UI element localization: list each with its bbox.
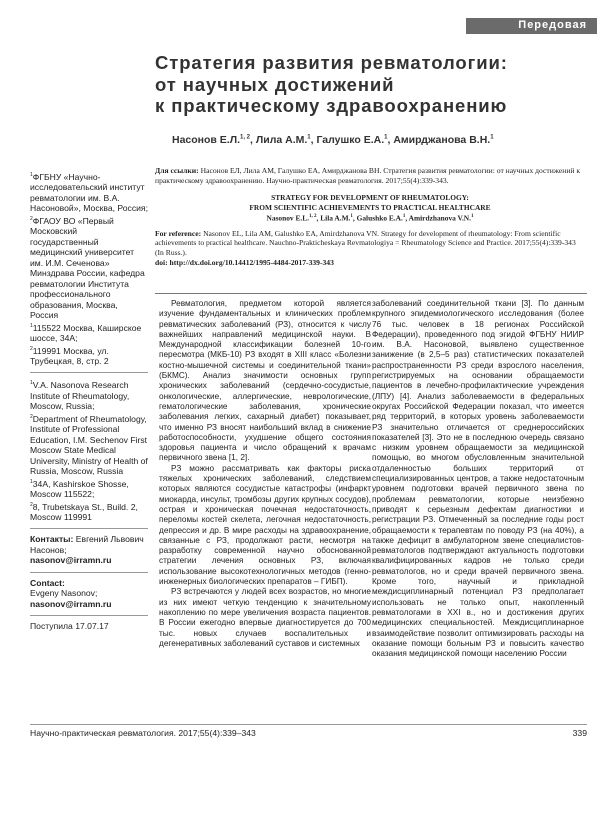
ru-ref-label: Для ссылки:: [155, 166, 199, 175]
en-author: Amirdzhanova V.N.: [408, 213, 471, 223]
ru-ref-text: Насонов ЕЛ, Лила АМ, Галушко ЕА, Амирджанова ВН. Стратегия развития ревматологии: от научных достижений к практическому здравоохранению. Научно-практическая ревматология. 2017;55(4):339-343.: [155, 166, 581, 185]
sidebar: [30, 170, 148, 632]
ru-address-2: 119991 Москва, ул. Трубецкая, 8, стр. 2: [30, 345, 109, 366]
author-affil: 1: [490, 134, 494, 141]
en-reference: [155, 229, 585, 258]
author-name: Галушко Е.А.: [316, 134, 385, 146]
title-line-1: Стратегия развития ревматологии:: [155, 52, 508, 73]
doi-link[interactable]: doi: http://dx.doi.org/10.14412/1995-4484-2017-339-343: [155, 257, 334, 267]
paragraph: РЗ можно рассматривать как факторы риска тяжелых хронических заболеваний, следствием которых являются сосудистые катастрофы (инфаркт миокарда, инсульт, тромбозы других крупных сосудов), острая и хроническая почечная недостаточность, переломы костей скелета, легочная недостаточность, депрессия и др. В мире расходы на здравоохранение, связанные с РЗ, продолжают расти, несмотря на разработку современной научно обоснованной стратегии лечения основных РЗ, включая использование высокотехнологичных методов (генно-инженерных биологических препаратов – ГИБП).: [159, 463, 371, 587]
en-title-line-2: FROM SCIENTIFIC ACHIEVEMENTS TO PRACTICAL HEALTHCARE: [249, 202, 491, 212]
ru-contacts: [30, 534, 148, 566]
ru-address-1: 115522 Москва, Каширское шоссе, 34А;: [30, 322, 142, 344]
en-contact: [30, 578, 148, 610]
divider: [30, 572, 148, 573]
divider: [30, 372, 148, 373]
doi[interactable]: [155, 258, 585, 268]
author-affil: 1, 2: [240, 134, 251, 141]
en-address-1: 34A, Kashirskoe Shosse, Moscow 115522;: [30, 478, 129, 500]
footer-divider: [30, 724, 587, 725]
en-author-sup: 1: [402, 214, 406, 219]
section-label: Передовая: [518, 19, 587, 31]
title-line-3: к практическому здравоохранению: [155, 95, 508, 116]
en-authors: Nasonov E.L.$^{1, 2}$, Lila A.M.$^1$, Galushko E.A.$^1$, Amirdzhanova V.N.$^1$: [266, 213, 474, 223]
en-address-2: 8, Trubetskaya St., Build. 2, Moscow 119991: [30, 501, 138, 522]
paragraph: РЗ встречаются у людей всех возрастов, но многие из них имеют четкую тенденцию к значительному накоплению по мере увеличения возраста пациентов. В России ежегодно впервые диагностируется до 700 тыс. новых случаев воспалительных и дегенеративных заболеваний суставов и системных: [159, 587, 371, 648]
affil-sup: 1: [30, 322, 33, 329]
en-author-sup: 1: [470, 214, 474, 219]
contact-label: Contact:: [30, 577, 65, 588]
en-ref-text: Nasonov EL, Lila AM, Galushko EA, Amirdzhanova VN. Strategy for development of rheumatology: From scientific achievements to practical healthcare. Nauchno-Prakticheskaya Revmatologiya = Rheumatology Science and Practice. 2017;55(4):339-343 (In Russ.).: [155, 228, 576, 258]
author-affil: 1: [307, 134, 311, 141]
ru-affiliations: [30, 170, 148, 366]
affil-sup: 2: [30, 345, 33, 352]
en-author: Nasonov E.L.: [266, 213, 310, 223]
en-ref-label: For reference:: [155, 228, 202, 238]
affil-sup: 2: [30, 215, 33, 222]
en-author: Galushko E.A.: [356, 213, 403, 223]
en-affiliation-2: Department of Rheumatology, Institute of Professional Education, I.M. Sechenov First Moscow State Medical University, Ministry of Health of Russia, Moscow, Russia: [30, 413, 148, 477]
contacts-name: Евгений Львович Насонов;: [30, 534, 144, 555]
en-author-sup: 1, 2: [309, 214, 317, 219]
ru-affiliation-1: ФГБНУ «Научно-исследовательский институт ревматологии им. В.А. Насоновой», Москва, Россия;: [30, 171, 148, 214]
affil-sup: 2: [30, 501, 33, 508]
section-banner: [466, 18, 597, 34]
contact-name: Evgeny Nasonov;: [30, 588, 98, 599]
title-line-2: от научных достижений: [155, 73, 395, 95]
page-number: 339: [572, 728, 587, 738]
divider: [30, 528, 148, 529]
contacts-email[interactable]: nasonov@irramn.ru: [30, 555, 112, 566]
paragraph: Ревматология, предметом которой является изучение фундаментальных и клинических проблем ревматических заболеваний (РЗ), относится к числу важнейших направлений медицинской науки. В Международной классификации болезней 10-го пересмотра (МКБ-10) РЗ входят в XIII класс «Болезни костно-мышечной системы и соединительной ткани» (БКМС). Анализ значимости основных групп хронических заболеваний (сердечно-сосудистые, онкологические, аллергические, неврологические, гематологические заболевания, хронические заболевания легких, сахарный диабет) показывает, что именно РЗ вносят наибольший вклад в снижение работоспособности, ухудшение общего состояния здоровья пациента и число обращений к врачам первичного звена [1, 2].: [159, 299, 371, 463]
body-column-2: [372, 299, 584, 659]
author-name: Амирджанова В.Н.: [393, 134, 491, 146]
article-title: [155, 52, 575, 117]
en-title-line-1: STRATEGY FOR DEVELOPMENT OF RHEUMATOLOGY:: [271, 193, 469, 203]
body-column-1: [159, 299, 371, 649]
author-name: Насонов Е.Л.: [172, 134, 241, 146]
ru-affiliation-2: ФГАОУ ВО «Первый Московский государственный медицинский университет им. И.М. Сеченова» Минздрава России, кафедра ревматологии Института профессионального образования, Москва, Россия: [30, 215, 145, 321]
en-affiliation-1: V.A. Nasonova Research Institute of Rheumatology, Moscow, Russia;: [30, 380, 130, 412]
author-name: Лила А.М.: [255, 134, 308, 146]
ru-reference: [155, 166, 585, 185]
affil-sup: 2: [30, 413, 33, 420]
reference-block: [155, 166, 585, 267]
en-author-sup: 1: [350, 214, 353, 219]
affil-sup: 1: [30, 380, 33, 387]
affil-sup: 1: [30, 172, 33, 178]
affil-sup: 1: [30, 478, 33, 485]
divider: [30, 615, 148, 616]
contacts-label: Контакты:: [30, 534, 74, 545]
en-author: Lila A.M.: [320, 213, 351, 223]
received-date: Поступила 17.07.17: [30, 621, 109, 632]
journal-footer: Научно-практическая ревматология. 2017;55(4):339–343: [30, 728, 256, 738]
authors-line: Насонов Е.Л.$^{1, 2}$, Лила А.М.$^1$, Галушко Е.А.$^1$, Амирджанова В.Н.$^1$: [172, 134, 494, 146]
divider: [155, 293, 587, 294]
contact-email[interactable]: nasonov@irramn.ru: [30, 598, 112, 609]
paragraph: заболеваний соединительной ткани [3]. По данным крупного эпидемиологического исследования (более 76 тыс. человек в 18 регионах Российской Федерации), проведенного под эгидой ФГБНУ НИИР им. В.А. Насоновой, выявлено существенное занижение (в 2,5–5 раз) статистических показателей распространенности РЗ среди взрослого населения, регистрируемых на основании обращаемости пациентов в лечебно-профилактические учреждения (ЛПУ) [4]. Анализ заболеваемости в федеральных округах Российской Федерации показал, что имеется ряд территорий, в которых уровень заболеваемости РЗ значительно отличается от среднероссийских показателей [3]. Это не в последнюю очередь связано с низким уровнем обращаемости за медицинской помощью, во многом обусловленным значительной отдаленностью больших территорий от специализированных центров, а также недостаточным уровнем подготовки врачей первичного звена по проблемам ревматологии, которые неизбежно приводят к серьезным дефектам диагностики и регистрации РЗ. Отмеченный за последние годы рост обращаемости к терапевтам по поводу РЗ (на 40%), а также дефицит в амбулаторном звене специалистов-ревматологов подтверждают актуальность подготовки квалифицированных кадров не только среди ревматологов, но и среди врачей первичного звена. Кроме того, научный и прикладной междисциплинарный потенциал РЗ предполагает использовать не только опыт, накопленный ревматологами в XXI в., но и достижения других медицинских специальностей. Междисциплинарное взаимодействие позволит оптимизировать расходы на оказание помощи больным РЗ и повысить качество оказания медицинской помощи населению России: [372, 299, 584, 659]
author-affil: 1: [384, 134, 388, 141]
en-affiliations: [30, 378, 148, 522]
